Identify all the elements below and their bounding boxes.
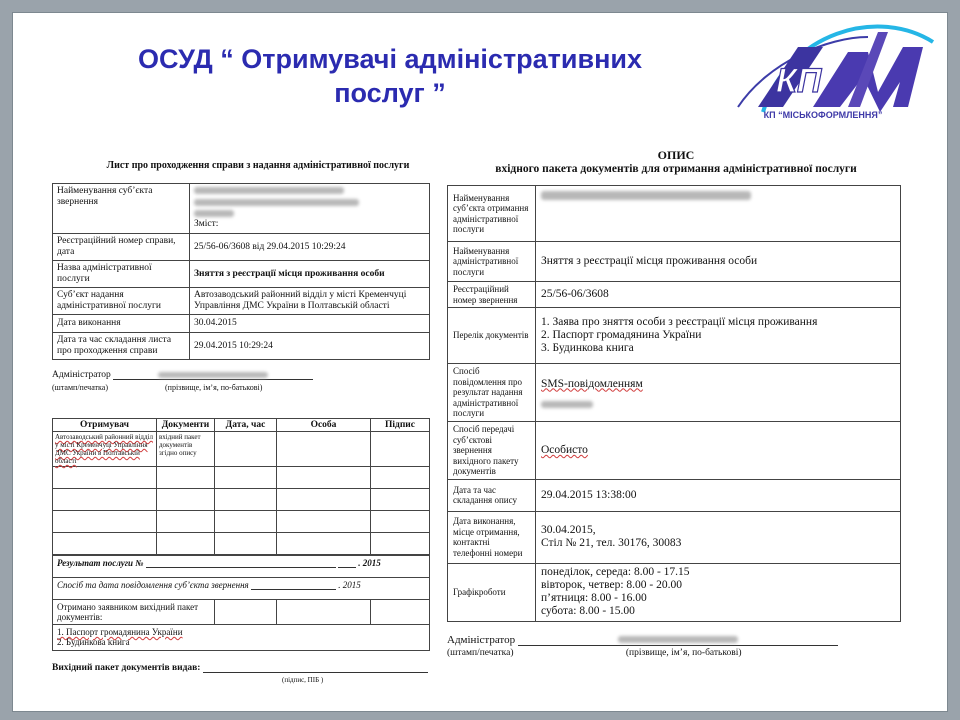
table-row (53, 600, 430, 625)
table-row (448, 479, 901, 511)
row-value: Зняття з реєстрації місця проживання особи (536, 242, 901, 282)
logo-caption: КП “МІСЬКОФОРМЛЕННЯ” (763, 110, 883, 120)
redacted-name (194, 187, 344, 194)
row-value: Автозаводський районний відділ у місті Кременчуці Управління ДМС України в Полтавській області (190, 288, 430, 315)
receiver-cell: Автозаводський районний відділ у місті Кременчуці Управління ДМС України в Полтавській області (53, 432, 157, 467)
row-label: Дата та час складання листа про проходження справи (53, 333, 190, 360)
row-label: Дата та час складання опису (448, 479, 536, 511)
schedule-item: вівторок, четвер: 8.00 - 20.00 (541, 579, 683, 591)
table-row (53, 511, 430, 533)
table-row (448, 242, 901, 282)
pib-label: (прізвище, ім’я, по-батькові) (625, 647, 742, 658)
header-cell: Підпис (371, 419, 430, 432)
notify-year: . 2015 (338, 580, 361, 590)
header-cell: Документи (157, 419, 215, 432)
redacted-name (541, 191, 751, 200)
table-row (53, 261, 430, 288)
table-row (53, 288, 430, 315)
table-row (448, 186, 901, 242)
table-row (448, 511, 901, 563)
process-sheet (52, 160, 434, 684)
row-value: 30.04.2015, (541, 524, 596, 536)
document-item: 2. Паспорт громадянина України (541, 329, 702, 341)
row-value: Стіл № 21, тел. 30176, 30083 (541, 537, 682, 549)
row-label: Найменування суб’єкта отримання адміністративної послуги (448, 186, 536, 242)
admin-signature (447, 634, 905, 646)
receivers-table (52, 418, 430, 555)
table-row (53, 315, 430, 333)
inventory-title: ОПИС (657, 148, 695, 162)
table-row (448, 282, 901, 308)
row-label: Реєстраційний номер справи, дата (53, 234, 190, 261)
document-item: 1. Заява про зняття особи з реєстрації місця проживання (541, 316, 818, 328)
table-row (53, 467, 430, 489)
table-row (53, 489, 430, 511)
row-value: Зняття з реєстрації місця проживання особи (190, 261, 430, 288)
schedule-item: п’ятниця: 8.00 - 16.00 (541, 592, 647, 604)
row-value: 30.04.2015 (190, 315, 430, 333)
header-cell: Дата, час (215, 419, 277, 432)
table-row (53, 556, 430, 578)
admin-label: Адміністратор (447, 633, 516, 646)
process-sheet-title: Лист про проходження справи з надання адміністративної послуги (106, 160, 410, 171)
issued-signature (52, 663, 434, 673)
admin-signature (52, 370, 434, 380)
header-cell: Особа (277, 419, 371, 432)
row-label: Дата виконання, місце отримання, контактні телефонні номери (448, 511, 536, 563)
stamp-label: (штамп/печатка) (447, 647, 514, 658)
table-row (53, 184, 430, 234)
result-year: . 2015 (358, 558, 381, 568)
notify-label: Спосіб та дата повідомлення суб’єкта звернення (57, 580, 249, 590)
row-label: Дата виконання (53, 315, 190, 333)
received-label: Отримано заявником вихідний пакет документів: (53, 600, 215, 625)
row-label: Найменування адміністративної послуги (448, 242, 536, 282)
documents-cell: вхідний пакет документів згідно опису (157, 432, 215, 467)
issued-label: Вихідний пакет документів видав: (52, 663, 201, 673)
table-row (448, 364, 901, 422)
table-row (53, 234, 430, 261)
table-row (53, 625, 430, 651)
slide-title-line-1: ОСУД “ Отримувачі адміністративних (137, 44, 643, 74)
row-value: Особисто (536, 422, 901, 480)
inventory-table (447, 185, 901, 622)
sign-pib: (підпис, ПІБ ) (282, 676, 324, 684)
row-value: 29.04.2015 10:29:24 (190, 333, 430, 360)
schedule-item: понеділок, середа: 8.00 - 17.15 (541, 566, 690, 578)
received-doc: 1. Паспорт громадянина України (57, 627, 183, 637)
document-item: 3. Будинкова книга (541, 342, 634, 354)
slide-title-line-2: послуг ” (334, 78, 446, 108)
row-value: 29.04.2015 13:38:00 (536, 479, 901, 511)
row-label: Спосіб передачі суб’єктові звернення вихідного пакету документів (448, 422, 536, 480)
result-label: Результат послуги № (57, 558, 144, 568)
row-label: Спосіб повідомлення про результат надання адміністративної послуги (448, 364, 536, 422)
table-row (53, 533, 430, 555)
table-row (448, 422, 901, 480)
row-label: Перелік документів (448, 308, 536, 364)
row-label: Графікроботи (448, 563, 536, 621)
process-sheet-table (52, 183, 430, 360)
row-value: 25/56-06/3608 (536, 282, 901, 308)
table-row (53, 333, 430, 360)
row-label: Найменування суб’єкта звернення (53, 184, 190, 234)
row-label: Реєстраційний номер звернення (448, 282, 536, 308)
row-value: Зміст: (194, 219, 219, 229)
schedule-item: субота: 8.00 - 15.00 (541, 605, 635, 617)
table-row (448, 563, 901, 621)
table-row (448, 308, 901, 364)
documents-inventory (447, 148, 905, 658)
row-value: 25/56-06/3608 від 29.04.2015 10:29:24 (190, 234, 430, 261)
admin-label: Адміністратор (52, 370, 111, 380)
row-label: Назва адміністративної послуги (53, 261, 190, 288)
table-row (53, 432, 430, 467)
received-doc: 2. Будинкова книга (57, 637, 130, 647)
pib-label: (прізвище, ім’я, по-батькові) (165, 383, 263, 392)
header-cell: Отримувач (53, 419, 157, 432)
slide-title (100, 42, 680, 110)
inventory-subtitle: вхідного пакета документів для отримання адміністративної послуги (495, 163, 857, 175)
stamp-label: (штамп/печатка) (52, 383, 109, 392)
table-row (53, 419, 430, 432)
result-table (52, 555, 430, 651)
row-label: Суб’єкт надання адміністративної послуги (53, 288, 190, 315)
kp-logo-text: КП (776, 62, 822, 100)
table-row (53, 578, 430, 600)
row-value: SMS-повідомленням (541, 377, 643, 390)
